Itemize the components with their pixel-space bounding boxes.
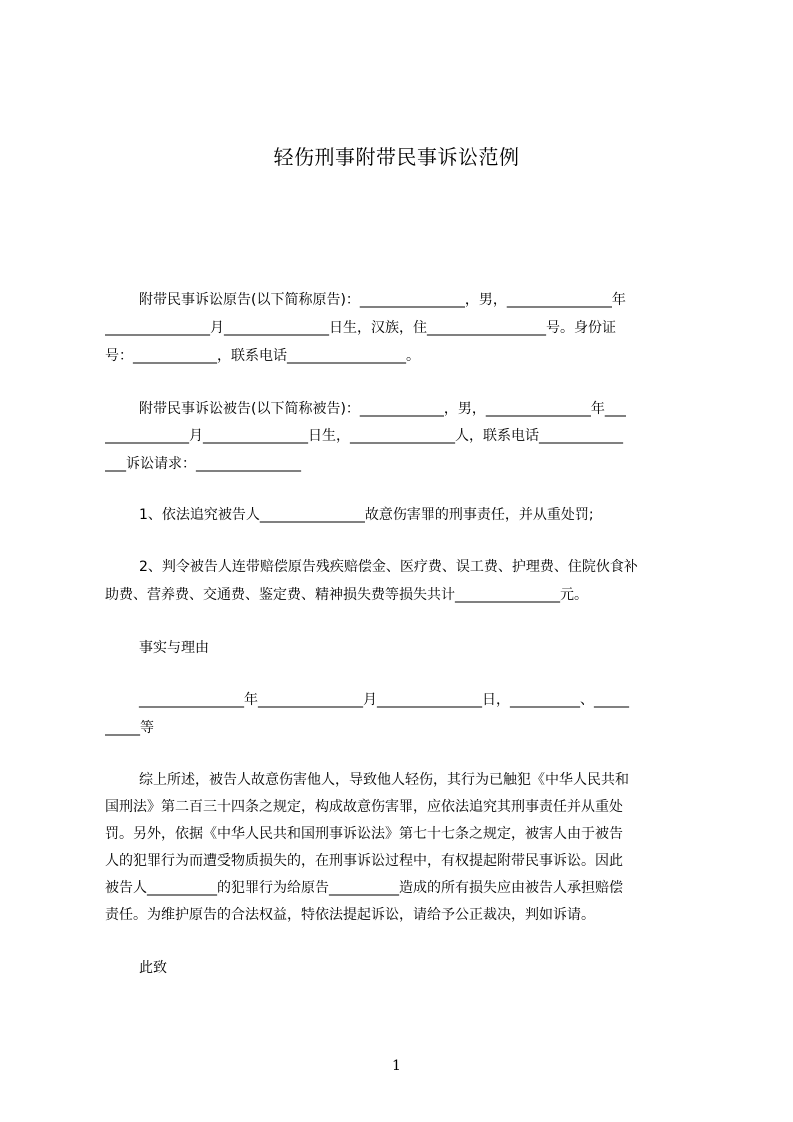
claim-item-1: 1、依法追究被告人_______________故意伤害罪的刑事责任，并从重处罚; — [139, 507, 594, 523]
claim-item-2-line-2: 助费、营养费、交通费、鉴定费、精神损失费等损失共计_______________元。 — [105, 587, 588, 603]
summary-line-1: 综上所述，被告人故意伤害他人，导致他人轻伤，其行为已触犯《中华人民共和 — [139, 772, 629, 788]
summary-line-3: 罚。另外，依据《中华人民共和国刑事诉讼法》第七十七条之规定，被害人由于被告 — [105, 826, 623, 842]
page-number: 1 — [392, 1058, 401, 1074]
summary-line-2: 国刑法》第二百三十四条之规定，构成故意伤害罪，应依法追究其刑事责任并从重处 — [105, 799, 623, 815]
summary-line-5: 被告人__________的犯罪行为给原告__________造成的所有损失应由被告人承担赔偿 — [105, 880, 623, 896]
defendant-line-2: ____________月_______________日生，_______________人，联系电话____________ — [105, 428, 623, 444]
defendant-line-3: ___诉讼请求：_______________ — [105, 456, 301, 472]
plaintiff-line-3: 号：____________，联系电话_________________。 — [105, 348, 420, 364]
facts-line-1: _______________年_______________月_______________日，__________、_____ — [139, 692, 629, 708]
summary-line-4: 人的犯罪行为而遭受物质损失的，在刑事诉讼过程中，有权提起附带民事诉讼。因此 — [105, 853, 623, 869]
plaintiff-line-1: 附带民事诉讼原告(以下简称原告)：_______________，男，_______________年 — [139, 292, 626, 308]
facts-line-2: _____等 — [105, 720, 154, 736]
plaintiff-line-2: _______________月_______________日生，汉族，住_________________号。身份证 — [105, 320, 616, 336]
closing-text: 此致 — [139, 960, 167, 976]
summary-line-6: 责任。为维护原告的合法权益，特依法提起诉讼，请给予公正裁决，判如诉请。 — [105, 907, 595, 923]
document-title: 轻伤刑事附带民事诉讼范例 — [273, 145, 520, 169]
facts-heading: 事实与理由 — [139, 640, 209, 656]
defendant-line-1: 附带民事诉讼被告(以下简称被告)：____________，男，_______________年___ — [139, 401, 626, 417]
claim-item-2-line-1: 2、判令被告人连带赔偿原告残疾赔偿金、医疗费、误工费、护理费、住院伙食补 — [139, 559, 638, 575]
